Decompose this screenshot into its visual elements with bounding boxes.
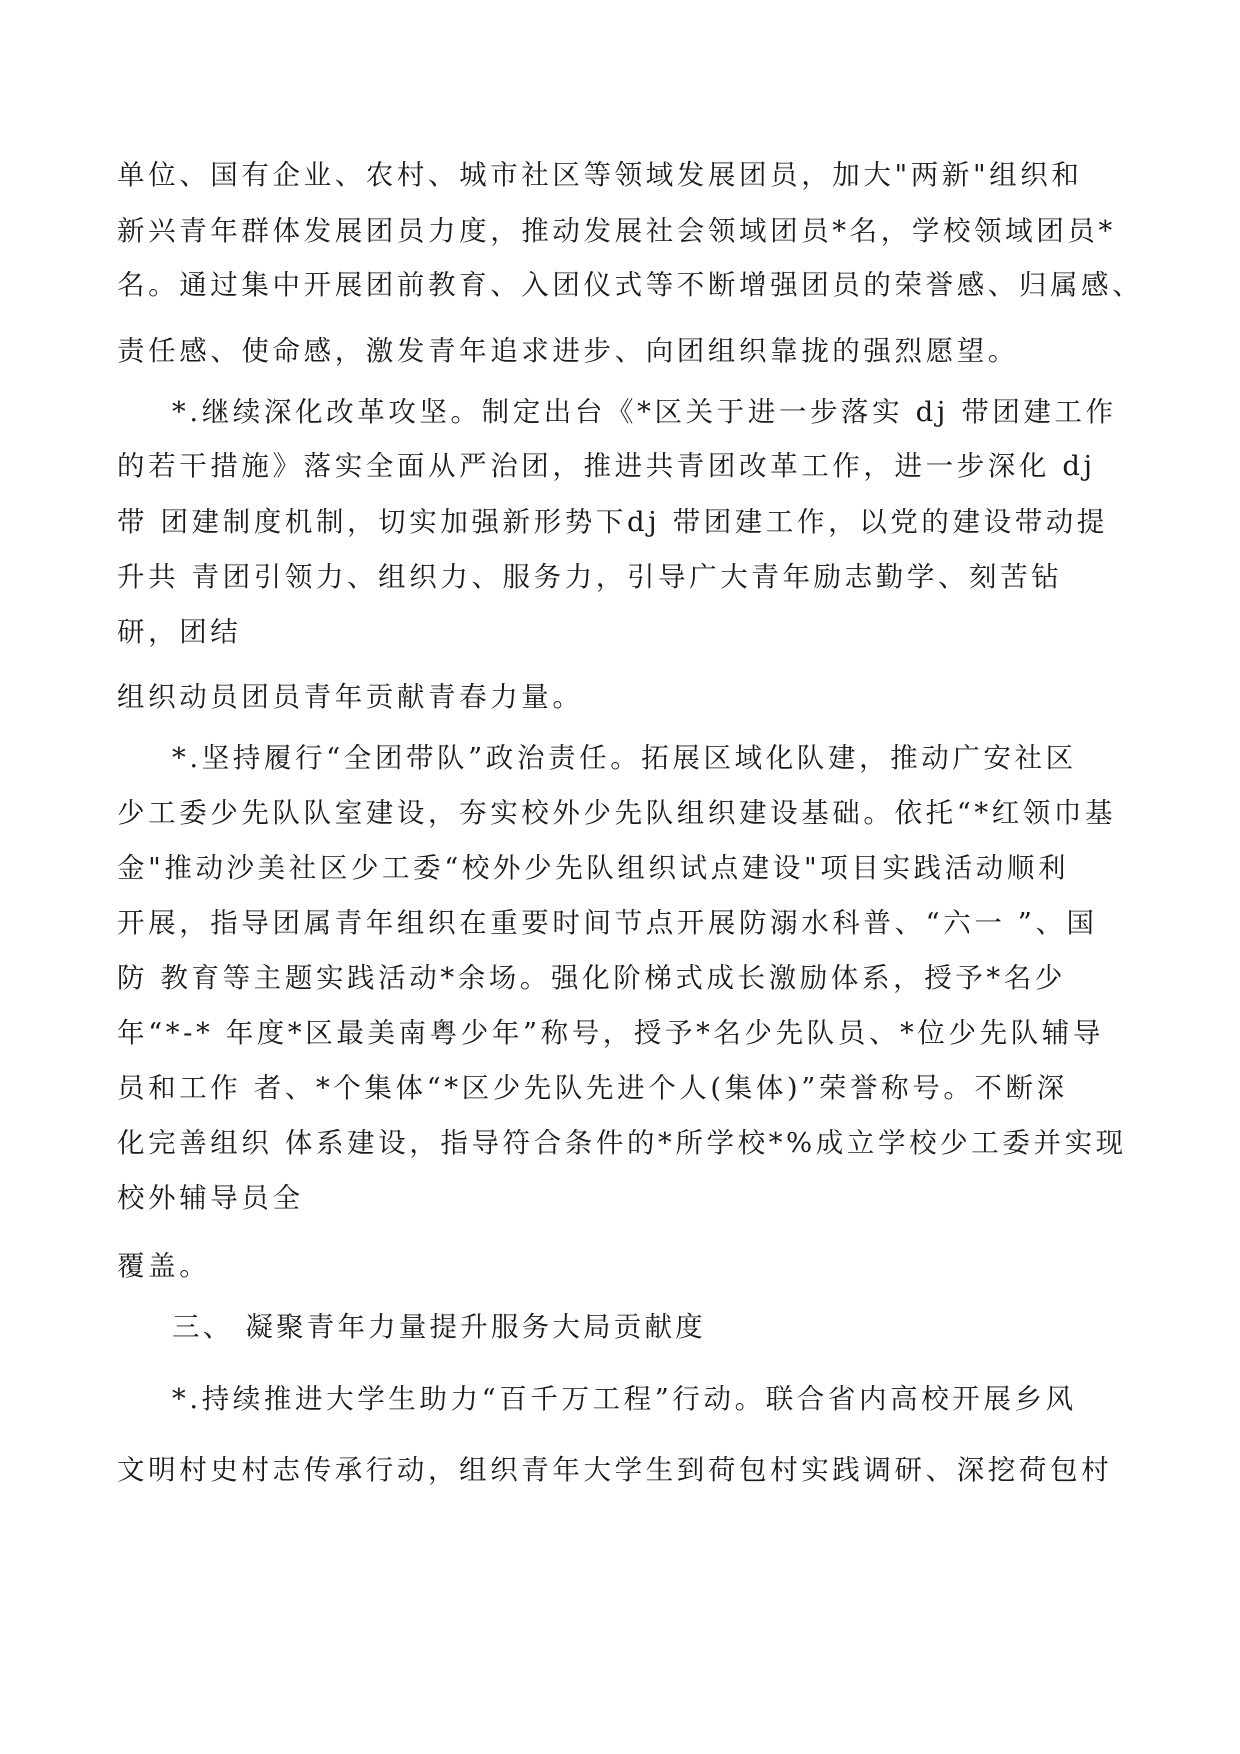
text-line: 年“*-* 年度*区最美南粤少年”称号，授予*名少先队员、*位少先队辅导 [117, 1017, 1104, 1049]
text-line: 新兴青年群体发展团员力度，推动发展社会领域团员*名，学校领域团员* [117, 215, 1116, 247]
section-heading: 三、 凝聚青年力量提升服务大局贡献度 [172, 1311, 706, 1343]
text-line: 防 教育等主题实践活动*余场。强化阶梯式成长激励体系，授予*名少 [117, 962, 1066, 994]
text-line: 单位、国有企业、农村、城市社区等领域发展团员，加大"两新"组织和 [117, 159, 1083, 191]
text-line: 开展，指导团属青年组织在重要时间节点开展防溺水科普、“六一 ”、国 [117, 907, 1098, 939]
text-line: 文明村史村志传承行动，组织青年大学生到荷包村实践调研、深挖荷包村 [117, 1454, 1113, 1486]
text-line: 金"推动沙美社区少工委“校外少先队组织试点建设"项目实践活动顺利 [117, 852, 1070, 884]
text-line: 员和工作 者、*个集体“*区少先队先进个人(集体)”荣誉称号。不断深 [117, 1072, 1068, 1104]
text-line: 的若干措施》落实全面从严治团，推进共青团改革工作，进一步深化 dj [117, 450, 1096, 482]
text-line: 名。通过集中开展团前教育、入团仪式等不断增强团员的荣誉感、归属感、 [117, 269, 1144, 301]
text-line: 校外辅导员全 [117, 1182, 304, 1214]
paragraph-first-line: *.坚持履行“全团带队”政治责任。拓展区域化队建，推动广安社区 [172, 742, 1077, 774]
text-line: 化完善组织 体系建设，指导符合条件的*所学校*%成立学校少工委并实现 [117, 1127, 1127, 1159]
text-line: 带 团建制度机制，切实加强新形势下dj 带团建工作，以党的建设带动提 [117, 506, 1109, 538]
text-line: 责任感、使命感，激发青年追求进步、向团组织靠拢的强烈愿望。 [117, 335, 1019, 367]
text-line: 少工委少先队队室建设，夯实校外少先队组织建设基础。依托“*红领巾基 [117, 797, 1117, 829]
text-line: 研，团结 [117, 616, 242, 648]
text-line: 升共 青团引领力、组织力、服务力，引导广大青年励志勤学、刻苦钻 [117, 561, 1063, 593]
paragraph-first-line: *.持续推进大学生助力“百千万工程”行动。联合省内高校开展乡风 [172, 1383, 1077, 1415]
text-line: 组织动员团员青年贡献青春力量。 [117, 681, 584, 713]
text-line: 覆盖。 [117, 1250, 211, 1282]
paragraph-first-line: *.继续深化改革攻坚。制定出台《*区关于进一步落实 dj 带团建工作 [172, 396, 1117, 428]
